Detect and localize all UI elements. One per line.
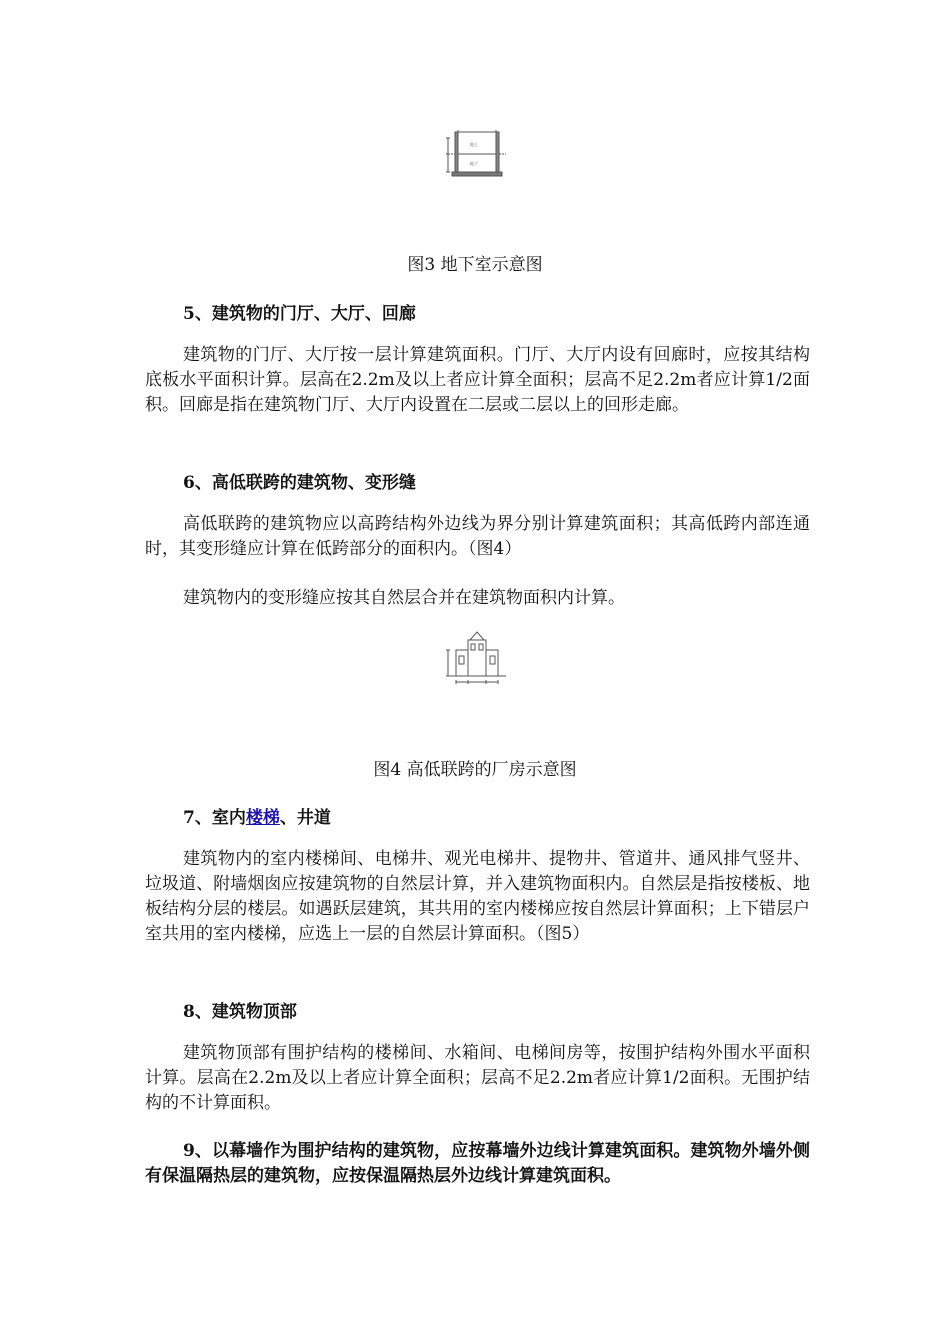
section8-paragraph: 建筑物顶部有围护结构的楼梯间、水箱间、电梯间房等，按围护结构外围水平面积计算。层高在2.2m及以上者应计算全面积；层高不足2.2m者应计算1/2面积。无围护结构的不计算面积。 [145,1043,810,1113]
section8-heading: 8、建筑物顶部 [183,1002,297,1022]
section7-heading-suffix: 、井道 [279,808,331,828]
section9-paragraph: 9、以幕墙作为围护结构的建筑物，应按幕墙外边线计算建筑面积。建筑物外墙外侧有保温隔热层的建筑物，应按保温隔热层外边线计算建筑面积。 [145,1141,810,1186]
section5-heading: 5、建筑物的门厅、大厅、回廊 [183,304,416,324]
section6-heading: 6、高低联跨的建筑物、变形缝 [183,473,416,493]
section7-heading-prefix: 7、室内 [183,808,246,828]
svg-text:地上: 地上 [470,142,478,147]
section6-paragraph-2: 建筑物内的变形缝应按其自然层合并在建筑物面积内计算。 [183,588,625,608]
figure4-caption: 图4 高低联跨的厂房示意图 [373,760,577,780]
stairs-link[interactable]: 楼梯 [245,808,280,828]
section5-paragraph: 建筑物的门厅、大厅按一层计算建筑面积。门厅、大厅内设有回廊时，应按其结构底板水平面积计算。层高在2.2m及以上者应计算全面积；层高不足2.2m者应计算1/2面积。回廊是指在建筑物门厅、大厅内设置在二层或二层以上的回形走廊。 [145,345,810,415]
svg-text:地下: 地下 [470,161,478,166]
section6-paragraph-1: 高低联跨的建筑物应以高跨结构外边线为界分别计算建筑面积；其高低跨内部连通时，其变形缝应计算在低跨部分的面积内。（图4） [145,514,810,559]
section7-heading [183,803,331,828]
section7-paragraph: 建筑物内的室内楼梯间、电梯井、观光电梯井、提物井、管道井、通风排气竖井、垃圾道、附墙烟囱应按建筑物的自然层计算，并入建筑物面积内。自然层是指按楼板、地板结构分层的楼层。如遇跃层建筑，其共用的室内楼梯应按自然层计算面积；上下错层户室共用的室内楼梯，应选上一层的自然层计算面积。（图5） [145,849,810,944]
basement-diagram [446,128,508,180]
figure3-caption: 图3 地下室示意图 [407,255,543,275]
high-low-span-diagram [444,630,510,688]
